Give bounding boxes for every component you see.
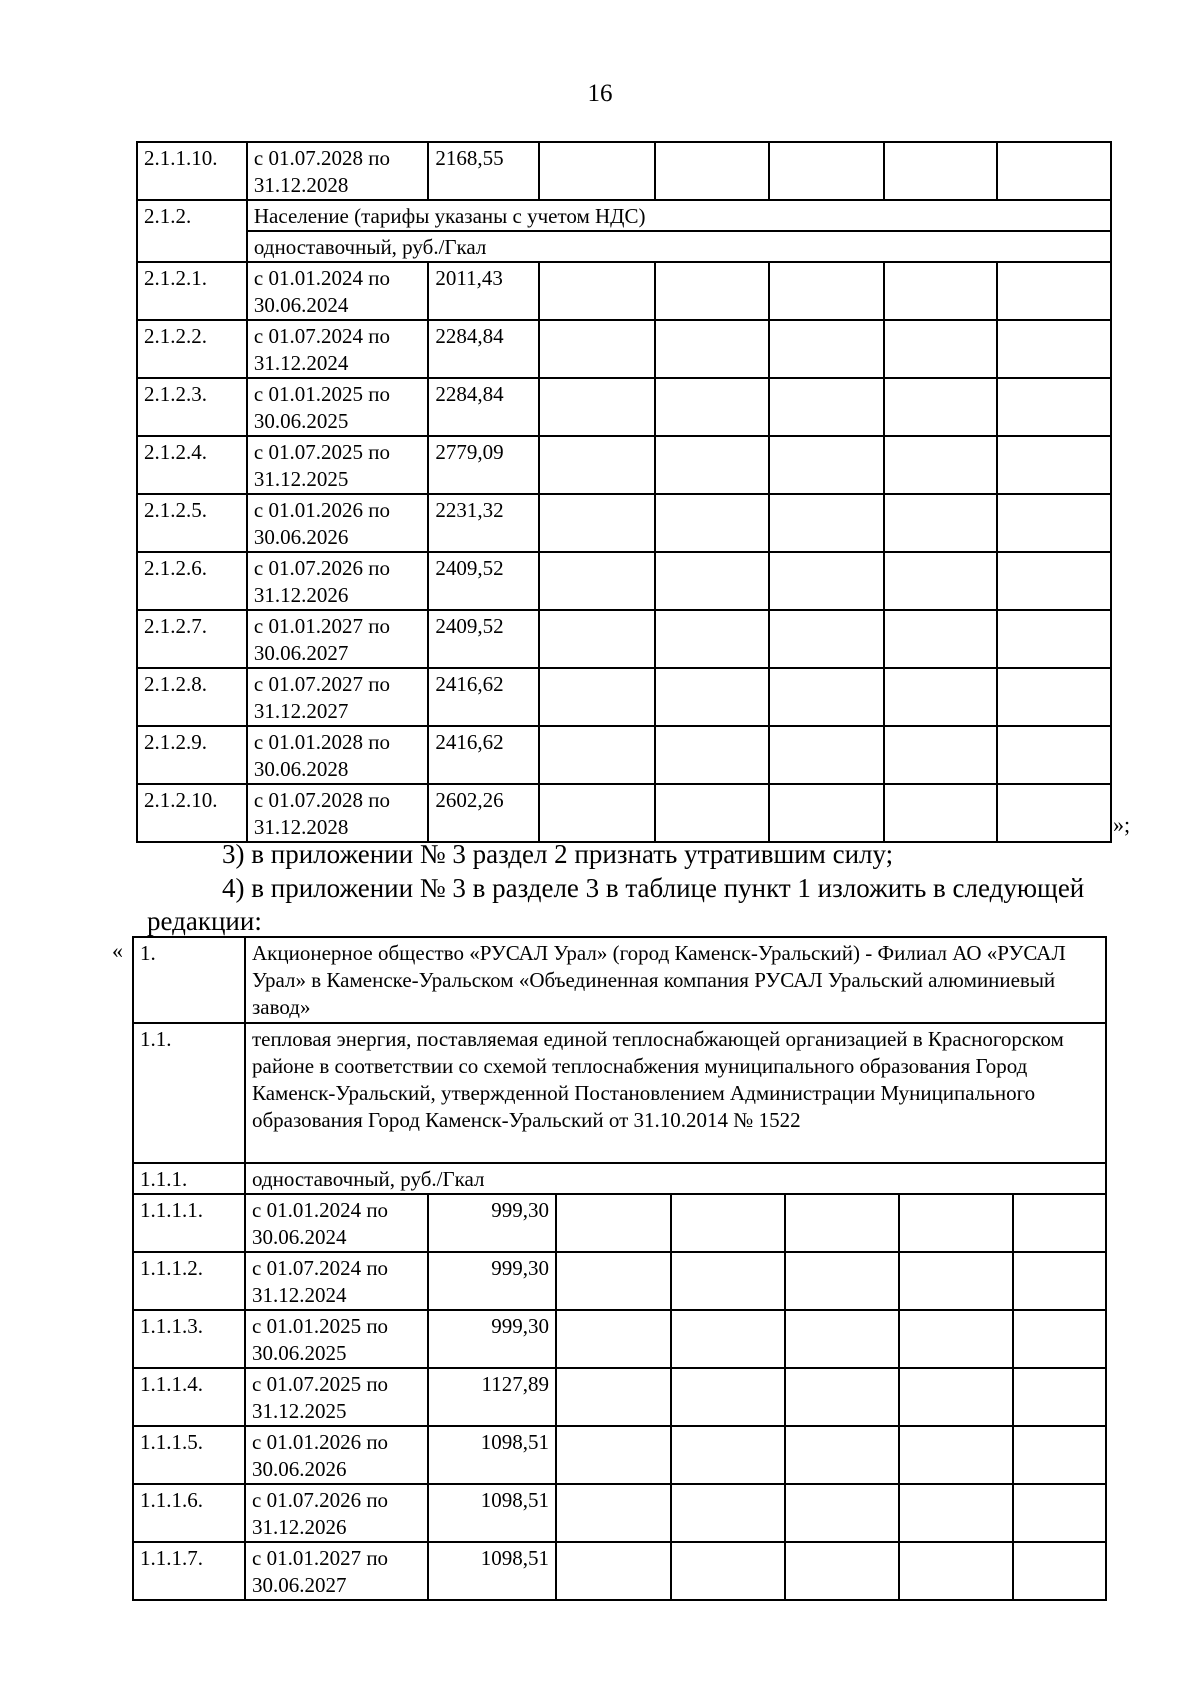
table-row bbox=[133, 1426, 1106, 1484]
empty-cell bbox=[899, 1542, 1013, 1600]
empty-cell bbox=[899, 1368, 1013, 1426]
empty-cell bbox=[997, 668, 1111, 726]
table-row bbox=[137, 378, 1111, 436]
tariff-table-population bbox=[136, 141, 1112, 843]
empty-cell bbox=[655, 668, 769, 726]
row-code: 1.1.1.7. bbox=[133, 1542, 245, 1600]
table-row bbox=[137, 552, 1111, 610]
empty-cell bbox=[785, 1542, 899, 1600]
row-code: 2.1.2.5. bbox=[137, 494, 247, 552]
description-code: 1.1. bbox=[133, 1023, 245, 1163]
empty-cell bbox=[899, 1252, 1013, 1310]
row-value: 2231,32 bbox=[428, 494, 539, 552]
row-value: 2779,09 bbox=[428, 436, 539, 494]
section-row bbox=[137, 200, 1111, 231]
org-code: 1. bbox=[133, 937, 245, 1023]
empty-cell bbox=[539, 436, 655, 494]
row-value: 2168,55 bbox=[428, 142, 539, 200]
row-code: 1.1.1.1. bbox=[133, 1194, 245, 1252]
row-code: 2.1.2.2. bbox=[137, 320, 247, 378]
row-value: 999,30 bbox=[428, 1310, 556, 1368]
row-value: 2416,62 bbox=[428, 668, 539, 726]
table-row bbox=[137, 320, 1111, 378]
table-row bbox=[137, 726, 1111, 784]
row-value: 999,30 bbox=[428, 1194, 556, 1252]
row-period: с 01.07.2026 по 31.12.2026 bbox=[245, 1484, 428, 1542]
empty-cell bbox=[785, 1194, 899, 1252]
empty-cell bbox=[997, 262, 1111, 320]
empty-cell bbox=[997, 142, 1111, 200]
empty-cell bbox=[671, 1426, 785, 1484]
row-value: 2409,52 bbox=[428, 610, 539, 668]
empty-cell bbox=[769, 668, 884, 726]
empty-cell bbox=[1013, 1484, 1106, 1542]
row-value: 2284,84 bbox=[428, 320, 539, 378]
row-period: с 01.01.2027 по 30.06.2027 bbox=[245, 1542, 428, 1600]
table-row bbox=[137, 436, 1111, 494]
empty-cell bbox=[899, 1194, 1013, 1252]
table-row bbox=[137, 784, 1111, 842]
empty-cell bbox=[997, 552, 1111, 610]
empty-cell bbox=[884, 378, 997, 436]
row-period: с 01.01.2025 по 30.06.2025 bbox=[245, 1310, 428, 1368]
row-period: с 01.07.2026 по 31.12.2026 bbox=[247, 552, 428, 610]
row-period: с 01.01.2027 по 30.06.2027 bbox=[247, 610, 428, 668]
paragraph-3: 3) в приложении № 3 раздел 2 признать утратившим силу; bbox=[222, 839, 894, 869]
subheader-text: одноставочный, руб./Гкал bbox=[245, 1163, 1106, 1194]
row-code: 2.1.2.8. bbox=[137, 668, 247, 726]
row-value: 2284,84 bbox=[428, 378, 539, 436]
empty-cell bbox=[556, 1484, 671, 1542]
row-code: 2.1.2.9. bbox=[137, 726, 247, 784]
empty-cell bbox=[899, 1426, 1013, 1484]
row-period: с 01.07.2028 по 31.12.2028 bbox=[247, 142, 428, 200]
closing-quote: »; bbox=[1113, 812, 1131, 837]
table-row bbox=[137, 610, 1111, 668]
empty-cell bbox=[899, 1310, 1013, 1368]
empty-cell bbox=[884, 726, 997, 784]
row-period: с 01.07.2027 по 31.12.2027 bbox=[247, 668, 428, 726]
empty-cell bbox=[539, 262, 655, 320]
subheader-row bbox=[137, 231, 1111, 262]
row-value: 1098,51 bbox=[428, 1484, 556, 1542]
page-number: 16 bbox=[587, 80, 613, 107]
row-code: 2.1.2.1. bbox=[137, 262, 247, 320]
table-row bbox=[133, 1542, 1106, 1600]
empty-cell bbox=[539, 320, 655, 378]
empty-cell bbox=[539, 726, 655, 784]
row-period: с 01.07.2025 по 31.12.2025 bbox=[245, 1368, 428, 1426]
empty-cell bbox=[671, 1484, 785, 1542]
empty-cell bbox=[655, 494, 769, 552]
empty-cell bbox=[997, 784, 1111, 842]
empty-cell bbox=[655, 320, 769, 378]
empty-cell bbox=[671, 1542, 785, 1600]
empty-cell bbox=[671, 1310, 785, 1368]
empty-cell bbox=[785, 1310, 899, 1368]
empty-cell bbox=[1013, 1368, 1106, 1426]
empty-cell bbox=[884, 262, 997, 320]
empty-cell bbox=[1013, 1542, 1106, 1600]
empty-cell bbox=[539, 552, 655, 610]
empty-cell bbox=[655, 262, 769, 320]
row-period: с 01.07.2024 по 31.12.2024 bbox=[247, 320, 428, 378]
empty-cell bbox=[655, 378, 769, 436]
empty-cell bbox=[1013, 1426, 1106, 1484]
empty-cell bbox=[884, 494, 997, 552]
empty-cell bbox=[785, 1426, 899, 1484]
empty-cell bbox=[884, 784, 997, 842]
row-value: 999,30 bbox=[428, 1252, 556, 1310]
empty-cell bbox=[655, 436, 769, 494]
subheader-row bbox=[133, 1163, 1106, 1194]
row-value: 2409,52 bbox=[428, 552, 539, 610]
empty-cell bbox=[1013, 1252, 1106, 1310]
empty-cell bbox=[655, 552, 769, 610]
empty-cell bbox=[1013, 1194, 1106, 1252]
row-period: с 01.01.2024 по 30.06.2024 bbox=[245, 1194, 428, 1252]
empty-cell bbox=[997, 320, 1111, 378]
table-row bbox=[133, 1194, 1106, 1252]
empty-cell bbox=[884, 610, 997, 668]
empty-cell bbox=[769, 436, 884, 494]
table-row bbox=[133, 1310, 1106, 1368]
row-code: 2.1.2.6. bbox=[137, 552, 247, 610]
table-row bbox=[133, 1252, 1106, 1310]
table-row bbox=[137, 262, 1111, 320]
row-period: с 01.01.2028 по 30.06.2028 bbox=[247, 726, 428, 784]
org-row bbox=[133, 937, 1106, 1023]
section-title: Население (тарифы указаны с учетом НДС) bbox=[247, 200, 1111, 231]
empty-cell bbox=[997, 610, 1111, 668]
empty-cell bbox=[655, 726, 769, 784]
row-period: с 01.07.2025 по 31.12.2025 bbox=[247, 436, 428, 494]
table-row bbox=[137, 142, 1111, 200]
empty-cell bbox=[997, 494, 1111, 552]
row-period: с 01.07.2024 по 31.12.2024 bbox=[245, 1252, 428, 1310]
empty-cell bbox=[899, 1484, 1013, 1542]
empty-cell bbox=[556, 1368, 671, 1426]
empty-cell bbox=[769, 552, 884, 610]
empty-cell bbox=[884, 436, 997, 494]
empty-cell bbox=[671, 1368, 785, 1426]
empty-cell bbox=[769, 610, 884, 668]
empty-cell bbox=[884, 320, 997, 378]
row-period: с 01.01.2026 по 30.06.2026 bbox=[247, 494, 428, 552]
row-value: 2011,43 bbox=[428, 262, 539, 320]
empty-cell bbox=[655, 784, 769, 842]
table-row bbox=[133, 1368, 1106, 1426]
row-value: 1098,51 bbox=[428, 1542, 556, 1600]
empty-cell bbox=[539, 494, 655, 552]
empty-cell bbox=[769, 320, 884, 378]
row-value: 1127,89 bbox=[428, 1368, 556, 1426]
subheader-code: 1.1.1. bbox=[133, 1163, 245, 1194]
empty-cell bbox=[556, 1252, 671, 1310]
empty-cell bbox=[997, 726, 1111, 784]
empty-cell bbox=[539, 784, 655, 842]
row-code: 1.1.1.6. bbox=[133, 1484, 245, 1542]
row-period: с 01.01.2025 по 30.06.2025 bbox=[247, 378, 428, 436]
row-value: 2602,26 bbox=[428, 784, 539, 842]
org-title: Акционерное общество «РУСАЛ Урал» (город Каменск-Уральский) - Филиал АО «РУСАЛ Урал» в Каменске-Уральском «Объединенная компания РУСАЛ Уральский алюминиевый завод» bbox=[245, 937, 1106, 1023]
table-row bbox=[137, 668, 1111, 726]
tariff-table-rusal bbox=[132, 936, 1107, 1601]
row-period: с 01.07.2028 по 31.12.2028 bbox=[247, 784, 428, 842]
empty-cell bbox=[539, 610, 655, 668]
description-text: тепловая энергия, поставляемая единой теплоснабжающей организацией в Красногорском районе в соответствии со схемой теплоснабжения муниципального образования Город Каменск-Уральский, утвержденной Постановлением Администрации Муниципального образования Город Каменск-Уральский от 31.10.2014 № 1522 bbox=[245, 1023, 1106, 1163]
empty-cell bbox=[655, 610, 769, 668]
row-code: 2.1.1.10. bbox=[137, 142, 247, 200]
empty-cell bbox=[655, 142, 769, 200]
row-code: 2.1.2.10. bbox=[137, 784, 247, 842]
description-row bbox=[133, 1023, 1106, 1163]
empty-cell bbox=[884, 142, 997, 200]
row-period: с 01.01.2024 по 30.06.2024 bbox=[247, 262, 428, 320]
empty-cell bbox=[785, 1368, 899, 1426]
row-code: 1.1.1.2. bbox=[133, 1252, 245, 1310]
empty-cell bbox=[769, 262, 884, 320]
empty-cell bbox=[997, 378, 1111, 436]
empty-cell bbox=[769, 494, 884, 552]
row-code: 1.1.1.5. bbox=[133, 1426, 245, 1484]
row-code: 1.1.1.3. bbox=[133, 1310, 245, 1368]
row-period: с 01.01.2026 по 30.06.2026 bbox=[245, 1426, 428, 1484]
empty-cell bbox=[539, 142, 655, 200]
subheader-text: одноставочный, руб./Гкал bbox=[247, 231, 1111, 262]
empty-cell bbox=[769, 726, 884, 784]
row-code: 2.1.2.4. bbox=[137, 436, 247, 494]
row-value: 1098,51 bbox=[428, 1426, 556, 1484]
empty-cell bbox=[556, 1542, 671, 1600]
opening-quote: « bbox=[112, 938, 123, 963]
empty-cell bbox=[1013, 1310, 1106, 1368]
empty-cell bbox=[671, 1252, 785, 1310]
empty-cell bbox=[539, 378, 655, 436]
empty-cell bbox=[769, 784, 884, 842]
empty-cell bbox=[539, 668, 655, 726]
empty-cell bbox=[769, 142, 884, 200]
row-value: 2416,62 bbox=[428, 726, 539, 784]
row-code: 2.1.2.7. bbox=[137, 610, 247, 668]
empty-cell bbox=[769, 378, 884, 436]
empty-cell bbox=[884, 552, 997, 610]
table-row bbox=[133, 1484, 1106, 1542]
row-code: 2.1.2.3. bbox=[137, 378, 247, 436]
empty-cell bbox=[997, 436, 1111, 494]
empty-cell bbox=[556, 1426, 671, 1484]
paragraph-4: 4) в приложении № 3 в разделе 3 в таблице пункт 1 изложить в следующей bbox=[222, 873, 1085, 903]
row-code: 1.1.1.4. bbox=[133, 1368, 245, 1426]
empty-cell bbox=[785, 1484, 899, 1542]
section-code: 2.1.2. bbox=[137, 200, 247, 262]
empty-cell bbox=[785, 1252, 899, 1310]
empty-cell bbox=[671, 1194, 785, 1252]
table-row bbox=[137, 494, 1111, 552]
empty-cell bbox=[556, 1194, 671, 1252]
empty-cell bbox=[884, 668, 997, 726]
paragraph-4-continuation: редакции: bbox=[147, 906, 262, 936]
empty-cell bbox=[556, 1310, 671, 1368]
